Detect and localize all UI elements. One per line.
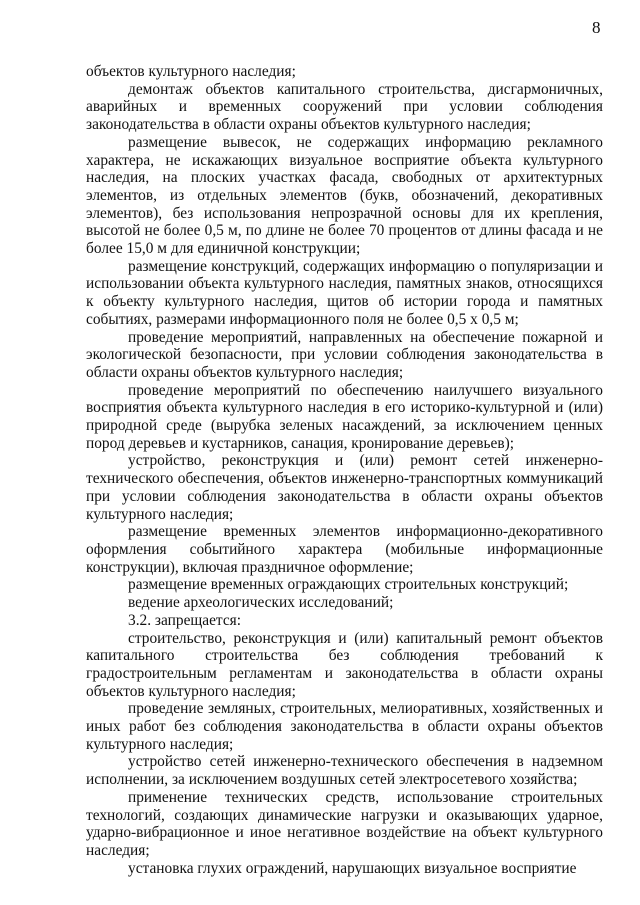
paragraph: размещение временных ограждающих строительных конструкций; [128, 576, 569, 594]
paragraph: размещение временных элементов информационно-декоративного оформления событийного характера (мобильные информационные конструкции), включая праздничное оформление; [86, 523, 603, 576]
section-heading: 3.2. запрещается: [128, 611, 242, 629]
paragraph: демонтаж объектов капитального строительства, дисгармоничных, аварийных и временных сооружений при условии соблюдения законодательства в области охраны объектов культурного наследия; [86, 80, 603, 134]
page-number: 8 [592, 18, 601, 37]
paragraph: размещение конструкций, содержащих информацию о популяризации и использовании объекта культурного наследия, памятных знаков, относящихся к объекту культурного наследия, щитов об истории города и памятных событиях, размерами информационного поля не более 0,5 х 0,5 м; [86, 257, 603, 328]
paragraph: проведение земляных, строительных, мелиоративных, хозяйственных и иных работ без соблюдения законодательства в области охраны объектов культурного наследия; [86, 700, 603, 753]
paragraph: устройство, реконструкция и (или) ремонт сетей инженерно-технического обеспечения, объектов инженерно-транспортных коммуникаций при условии соблюдения законодательства в области охраны объектов культурного наследия; [86, 452, 603, 523]
paragraph: устройство сетей инженерно-технического обеспечения в надземном исполнении, за исключением воздушных сетей электросетевого хозяйства; [86, 753, 603, 789]
document-body [86, 63, 603, 877]
paragraph: проведение мероприятий по обеспечению наилучшего визуального восприятия объекта культурного наследия в его историко-культурной и (или) природной среде (вырубка зеленых насаждений, за исключением ценных пород деревьев и кустарников, санация, кронирование деревьев); [86, 381, 603, 452]
paragraph: применение технических средств, использование строительных технологий, создающих динамические нагрузки и оказывающих ударное, ударно-вибрационное и иное негативное воздействие на объект культурного наследия; [86, 788, 603, 859]
paragraph: проведение мероприятий, направленных на обеспечение пожарной и экологической безопасности, при условии соблюдения законодательства в области охраны объектов культурного наследия; [86, 328, 603, 381]
paragraph: ведение археологических исследований; [128, 594, 394, 612]
paragraph: строительство, реконструкция и (или) капитальный ремонт объектов капитального строительства без соблюдения требований к градостроительным регламентам и законодательства в области охраны объектов культурного наследия; [86, 629, 603, 700]
paragraph: объектов культурного наследия; [86, 63, 296, 80]
paragraph: размещение вывесок, не содержащих информацию рекламного характера, не искажающих визуальное восприятие объекта культурного наследия, на плоских участках фасада, свободных от архитектурных элементов, из отдельных элементов (букв, обозначений, декоративных элементов), без использования непрозрачной основы для их крепления, высотой не более 0,5 м, по длине не более 70 процентов от длины фасада и не более 15,0 м для единичной конструкции; [86, 133, 603, 258]
paragraph: установка глухих ограждений, нарушающих визуальное восприятие [128, 859, 577, 877]
